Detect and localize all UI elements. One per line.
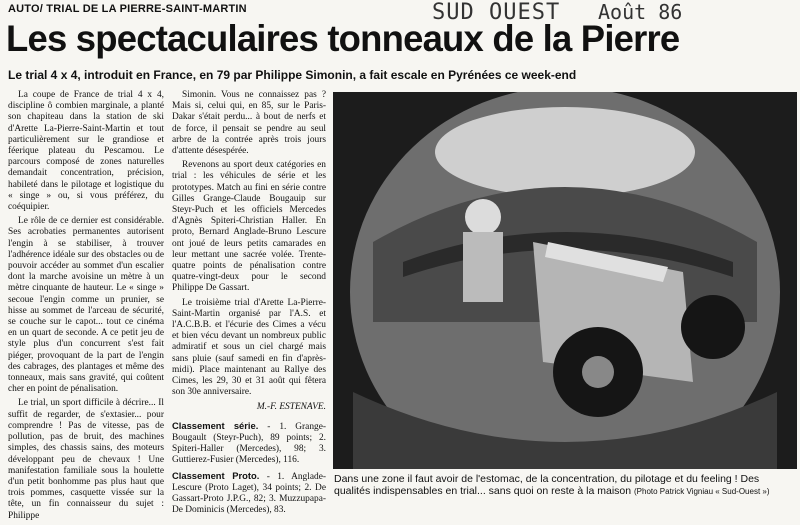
subhead: Le trial 4 x 4, introduit en France, en 79 par Philippe Simonin, a fait escale en Pyrénées ce week-end — [8, 68, 577, 82]
caption-text: Dans une zone il faut avoir de l'estomac, de la concentration, du pilotage et du feeling ! Des qualités indispensables en trial... sans quoi on reste à la maison — [334, 473, 760, 497]
paragraph: Le rôle de ce dernier est considérable. Ses acrobaties permanentes autorisent l'engin à se stabiliser, à trouver l'adhérence idéale sur des obstacles ou de pouvoir accéder au sommet d'un escalier dont la marche avoisine un mètre à un mètre cinquante de hauteur. Le « singe » secoue l'engin comme un prunier, se hisse au sommet de l'arceau de sécurité, se couche sur le capot... tout ce cinéma en un quart de seconde. A ce petit jeu de style plus d'un concurrent s'est fait piéger, provoquant de la part de l'engin des cabrages, des plantages et même des tonneaux, mais sans gravité, qui coûtent cher en point de pénalisation. — [8, 216, 164, 395]
sky-area — [435, 107, 695, 197]
handwritten-source: SUD OUEST — [432, 0, 561, 25]
photo-credit: (Photo Patrick Vigniau « Sud-Ouest ») — [634, 487, 770, 496]
vehicle-wheel — [681, 295, 745, 359]
handwritten-date: Août 86 — [598, 0, 683, 24]
article-photo — [333, 92, 797, 469]
person-head — [465, 199, 501, 235]
person-body — [463, 232, 503, 302]
result-label: Classement série. — [172, 419, 259, 431]
result-proto — [172, 470, 326, 517]
results — [172, 420, 326, 517]
paragraph: Revenons au sport deux catégories en trial : les véhicules de série et les prototypes. Match au fini en série contre Gilles Grange-Claude Bougauip sur Steyr-Puch et les officiels Mercedes d'Agnès Spiteri-Christian Haller. En proto, Bernard Anglade-Bruno Lescure ont joué de leurs petits camarades en leur mettant une sacrée volée. Trente-quatre points de pénalisation contre quatre-vingt-deux pour le second Philippe De Gassart. — [172, 160, 326, 294]
result-label: Classement Proto. — [172, 469, 260, 481]
result-text: - 1. Anglade-Lescure (Proto Laget), 34 points; 2. De Gassart-Proto J.P.G., 82; 3. Muzzupapa-De Dominicis (Mercedes), 83. — [172, 471, 326, 516]
byline: M.-F. ESTENAVE. — [256, 402, 326, 413]
paragraph: Simonin. Vous ne connaissez pas ? Mais si, celui qui, en 85, sur le Paris-Dakar s'était perdu... à bout de nerfs et de force, il pensait se pendre au seul arbre de la contrée après trois jours d'attente désespérée. — [172, 90, 326, 157]
result-series — [172, 420, 326, 467]
headline: Les spectaculaires tonneaux de la Pierre — [6, 18, 680, 59]
paragraph: Le trial, un sport difficile à décrire... Il suffit de regarder, de s'extasier... pour comprendre ! Pas de vitesse, pas de pollution, pas de bruit, des machines simples, des chassis sains, des moteurs développant peu de chevaux ! Une manifestation familiale sous la houlette d'un petit bonhomme pas plus haut que trois pommes, casquette vissée sur la tête, un fin connaisseur du sujet : Philippe — [8, 398, 164, 521]
paragraph: Le troisième trial d'Arette La-Pierre-Saint-Martin organisé par l'A.S. et l'A.C.B.B. et l'écurie des Cimes a vécu et bien vécu devant un nombreux public admiratif et sous un ciel chargé mais sans pluie (sauf samedi en fin d'après-midi). Place maintenant au Rallye des Cimes, les 29, 30 et 31 août qui fêtera son 30e anniversaire. — [172, 297, 326, 398]
text-column-2 — [172, 90, 326, 519]
kicker: AUTO/ TRIAL DE LA PIERRE-SAINT-MARTIN — [8, 3, 247, 15]
result-text: - 1. Grange-Bougault (Steyr-Puch), 89 points; 2. Spiteri-Haller (Mercedes), 98; 3. Guttierez-Fusier (Mercedes), 116. — [172, 421, 326, 466]
photo-illustration — [333, 92, 797, 469]
vehicle-wheel-hub — [582, 356, 614, 388]
photo-caption — [334, 473, 796, 498]
paragraph: La coupe de France de trial 4 x 4, discipline ô combien marginale, a planté son chapiteau dans la station de ski d'Arette La-Pierre-Saint-Martin et tout particulièrement sur le grandiose et féerique plateau du Pescamou. Le parcours composé de zones naturelles demandait concentration, précision, habileté dans le pilotage et logistique du « singe » ou, si vous préférez, du coéquipier. — [8, 90, 164, 213]
text-column-1 — [8, 90, 164, 525]
